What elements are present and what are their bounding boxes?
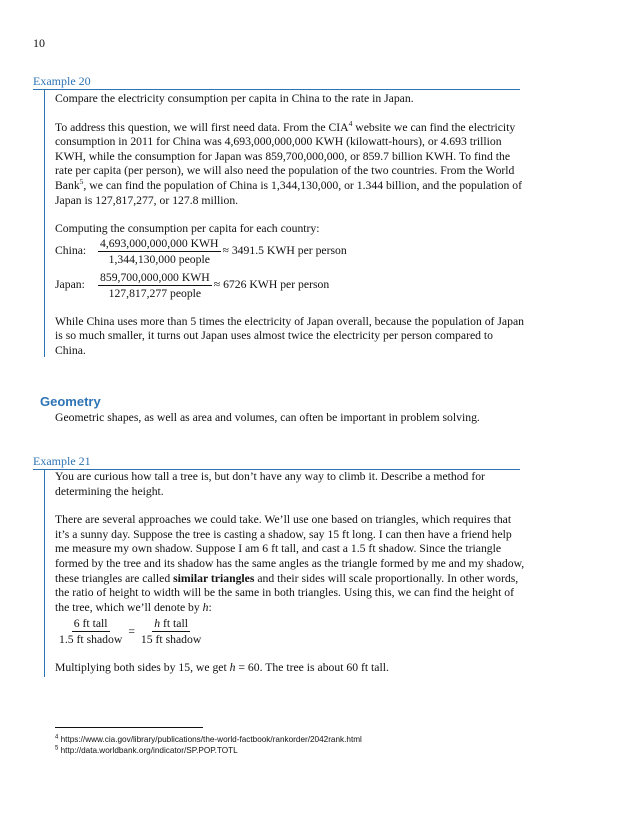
footnote-5[interactable]: $^5$ http://data.worldbank.org/indicator/SP.POP.TOTL (55, 745, 238, 755)
equals-sign: = (128, 625, 135, 639)
example-20-side-bar (44, 89, 45, 357)
japan-denominator: 127,817,277 people (108, 286, 202, 300)
japan-equation (55, 271, 525, 301)
example-20-rule (33, 89, 520, 90)
left-fraction (57, 617, 124, 647)
example-20-paragraph: To address this question, we will first need data. From the CIA$^4$ website we can find the electricity consumption in 2011 for China was 4,693,000,000,000 KWH (kilowatt-hours), or 4.693 trillion KWH, while the consumption for Japan was 859,700,000,000, or 859.7 billion KWH. To find the rate per capita (per person), we will also need the population of the two countries. From the World Bank$^5$, we can find the population of China is 1,344,130,000, or 1.344 billion, and the population of Japan is 127,817,277, or 127.8 million. (55, 118, 522, 207)
japan-label: Japan: (55, 278, 85, 292)
japan-result: ≈ 6726 KWH per person (213, 278, 330, 292)
example-21-question: You are curious how tall a tree is, but don’t have any way to climb it. Describe a method for determining the height. (55, 470, 485, 498)
example-21-side-bar (44, 469, 45, 677)
left-denominator: 1.5 ft shadow (59, 633, 123, 647)
china-equation (55, 237, 525, 267)
footnote-ref-4[interactable]: 4 (348, 118, 353, 128)
example-21-title: Example 21 (33, 454, 91, 468)
right-fraction (139, 617, 203, 647)
footnote-ref-5[interactable]: 5 (79, 177, 84, 187)
example-20-question: Compare the electricity consumption per capita in China to the rate in Japan. (55, 92, 414, 105)
example-20-body (55, 92, 525, 359)
similar-triangles-term: similar triangles (173, 571, 255, 585)
page-number: 10 (33, 36, 45, 50)
china-denominator: 1,344,130,000 people (108, 252, 210, 266)
china-label: China: (55, 244, 87, 258)
proportion-equation (55, 617, 525, 647)
example-21-body (55, 470, 525, 676)
footnote-5-link[interactable]: http://data.worldbank.org/indicator/SP.POP.TOTL (58, 746, 238, 755)
japan-fraction (98, 271, 212, 301)
footnote-rule (55, 727, 203, 728)
example-21-conclusion: Multiplying both sides by 15, we get h = 60. The tree is about 60 ft tall. (55, 661, 389, 675)
footnote-4[interactable]: $^4$ https://www.cia.gov/library/publications/the-world-factbook/rankorder/2042rank.html (55, 734, 362, 744)
right-numerator: h ft tall (154, 617, 188, 631)
left-numerator: 6 ft tall (73, 617, 108, 631)
computing-label: Computing the consumption per capita for each country: (55, 222, 320, 236)
example-20-title: Example 20 (33, 74, 91, 88)
japan-numerator: 859,700,000,000 KWH (100, 270, 210, 284)
china-fraction (98, 237, 221, 267)
example-21-paragraph: There are several approaches we could take. We’ll use one based on triangles, which requires that it’s a sunny day. Suppose the tree is casting a shadow, say 15 ft long. I can then have a friend help me measure my own shadow. Suppose I am 6 ft tall, and cast a 1.5 ft shadow. Since the triangle formed by the tree and its shadow has the same angles as the triangle formed by me and my shadow, these triangles are called similar triangles and their sides will scale proportionally. In other words, the ratio of height to width will be the same in both triangles. Using this, we can find the height of the tree, which we’ll denote by h: (55, 513, 525, 614)
geometry-heading: Geometry (40, 394, 101, 409)
right-denominator: 15 ft shadow (140, 633, 202, 647)
china-result: ≈ 3491.5 KWH per person (222, 244, 347, 258)
geometry-intro: Geometric shapes, as well as area and volumes, can often be important in problem solving. (55, 411, 480, 424)
china-numerator: 4,693,000,000,000 KWH (100, 236, 219, 250)
example-20-conclusion: While China uses more than 5 times the electricity of Japan overall, because the population of Japan is so much smaller, it turns out Japan uses almost twice the electricity per person compared to China. (55, 314, 524, 357)
footnote-4-link[interactable]: https://www.cia.gov/library/publications/the-world-factbook/rankorder/2042rank.html (58, 735, 362, 744)
